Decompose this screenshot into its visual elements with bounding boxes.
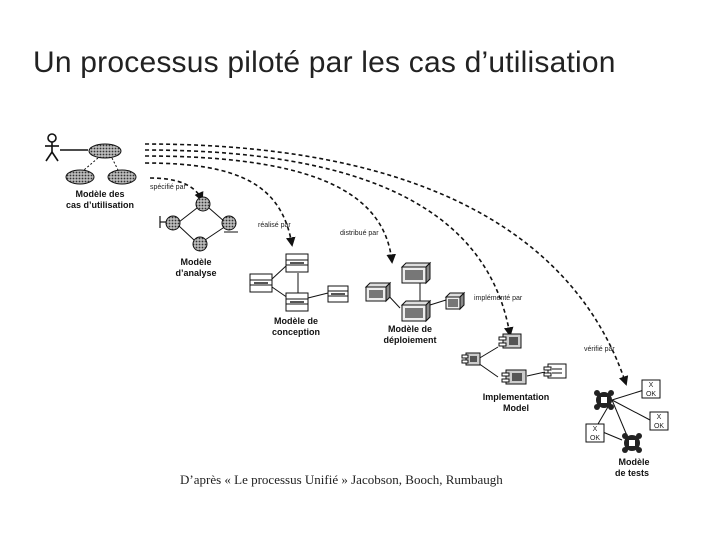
analysis-class-icon xyxy=(196,197,210,211)
design-model-label-1: Modèle de xyxy=(273,316,319,326)
analysis-model xyxy=(160,197,238,278)
use-case-ellipse xyxy=(108,170,136,184)
test-mark-ok: OK xyxy=(589,435,601,442)
component-icon xyxy=(462,353,480,365)
use-case-model xyxy=(45,134,136,210)
test-result-icon xyxy=(586,424,604,442)
actor-icon xyxy=(45,134,88,161)
test-model-label-2: de tests xyxy=(614,468,650,478)
component-icon xyxy=(544,364,566,378)
design-model xyxy=(250,254,348,311)
implementation-model-label-2: Model xyxy=(503,403,529,413)
test-mark-x: X xyxy=(648,382,654,389)
analysis-model-label-2: d’analyse xyxy=(175,268,217,278)
deployment-model xyxy=(366,263,464,321)
design-class-icon xyxy=(286,254,308,272)
use-case-model-label-1: Modèle des xyxy=(75,189,125,199)
implementation-model-label-1: Implementation xyxy=(482,392,550,402)
arrow-to-design xyxy=(145,163,292,245)
relation-label-distributed: distribué par xyxy=(340,230,379,237)
slide-title: Un processus piloté par les cas d’utilisation xyxy=(33,46,616,79)
deployment-model-label-1: Modèle de xyxy=(387,324,433,334)
test-case-icon xyxy=(622,433,642,453)
component-icon xyxy=(499,334,521,348)
design-class-icon xyxy=(328,286,348,302)
node-icon xyxy=(366,283,390,301)
node-icon xyxy=(446,293,464,309)
use-case-model-label-2: cas d’utilisation xyxy=(65,200,135,210)
test-result-icon xyxy=(650,412,668,430)
node-icon xyxy=(402,301,430,321)
deployment-model-label-2: déploiement xyxy=(383,335,437,345)
relation-label-specified: spécifié par xyxy=(150,184,186,191)
test-mark-ok: OK xyxy=(653,423,665,430)
test-mark-x: X xyxy=(656,414,662,421)
analysis-class-icon xyxy=(222,216,236,230)
relation-label-realized: réalisé par xyxy=(258,222,291,229)
design-class-icon xyxy=(286,293,308,311)
arrow-to-deployment xyxy=(145,156,392,262)
test-model-label-1: Modèle xyxy=(618,457,650,467)
test-result-icon xyxy=(642,380,660,398)
analysis-class-icon xyxy=(166,216,180,230)
relation-label-verified: vérifié par xyxy=(584,346,615,353)
use-case-ellipse xyxy=(66,170,94,184)
design-class-icon xyxy=(250,274,272,292)
analysis-model-label-1: Modèle xyxy=(180,257,212,267)
test-mark-x: X xyxy=(592,426,598,433)
component-icon xyxy=(502,370,526,384)
analysis-class-icon xyxy=(193,237,207,251)
arrow-to-tests xyxy=(145,144,626,384)
design-model-label-2: conception xyxy=(271,327,321,337)
source-caption: D’après « Le processus Unifié » Jacobson, Booch, Rumbaugh xyxy=(180,472,503,487)
test-mark-ok: OK xyxy=(645,391,657,398)
implementation-model xyxy=(462,334,566,384)
node-icon xyxy=(402,263,430,283)
use-case-ellipse xyxy=(89,144,121,158)
relation-label-implemented: implémenté par xyxy=(474,295,523,302)
test-model xyxy=(586,380,668,453)
test-case-icon xyxy=(594,390,614,410)
flow-arrows xyxy=(145,144,626,384)
